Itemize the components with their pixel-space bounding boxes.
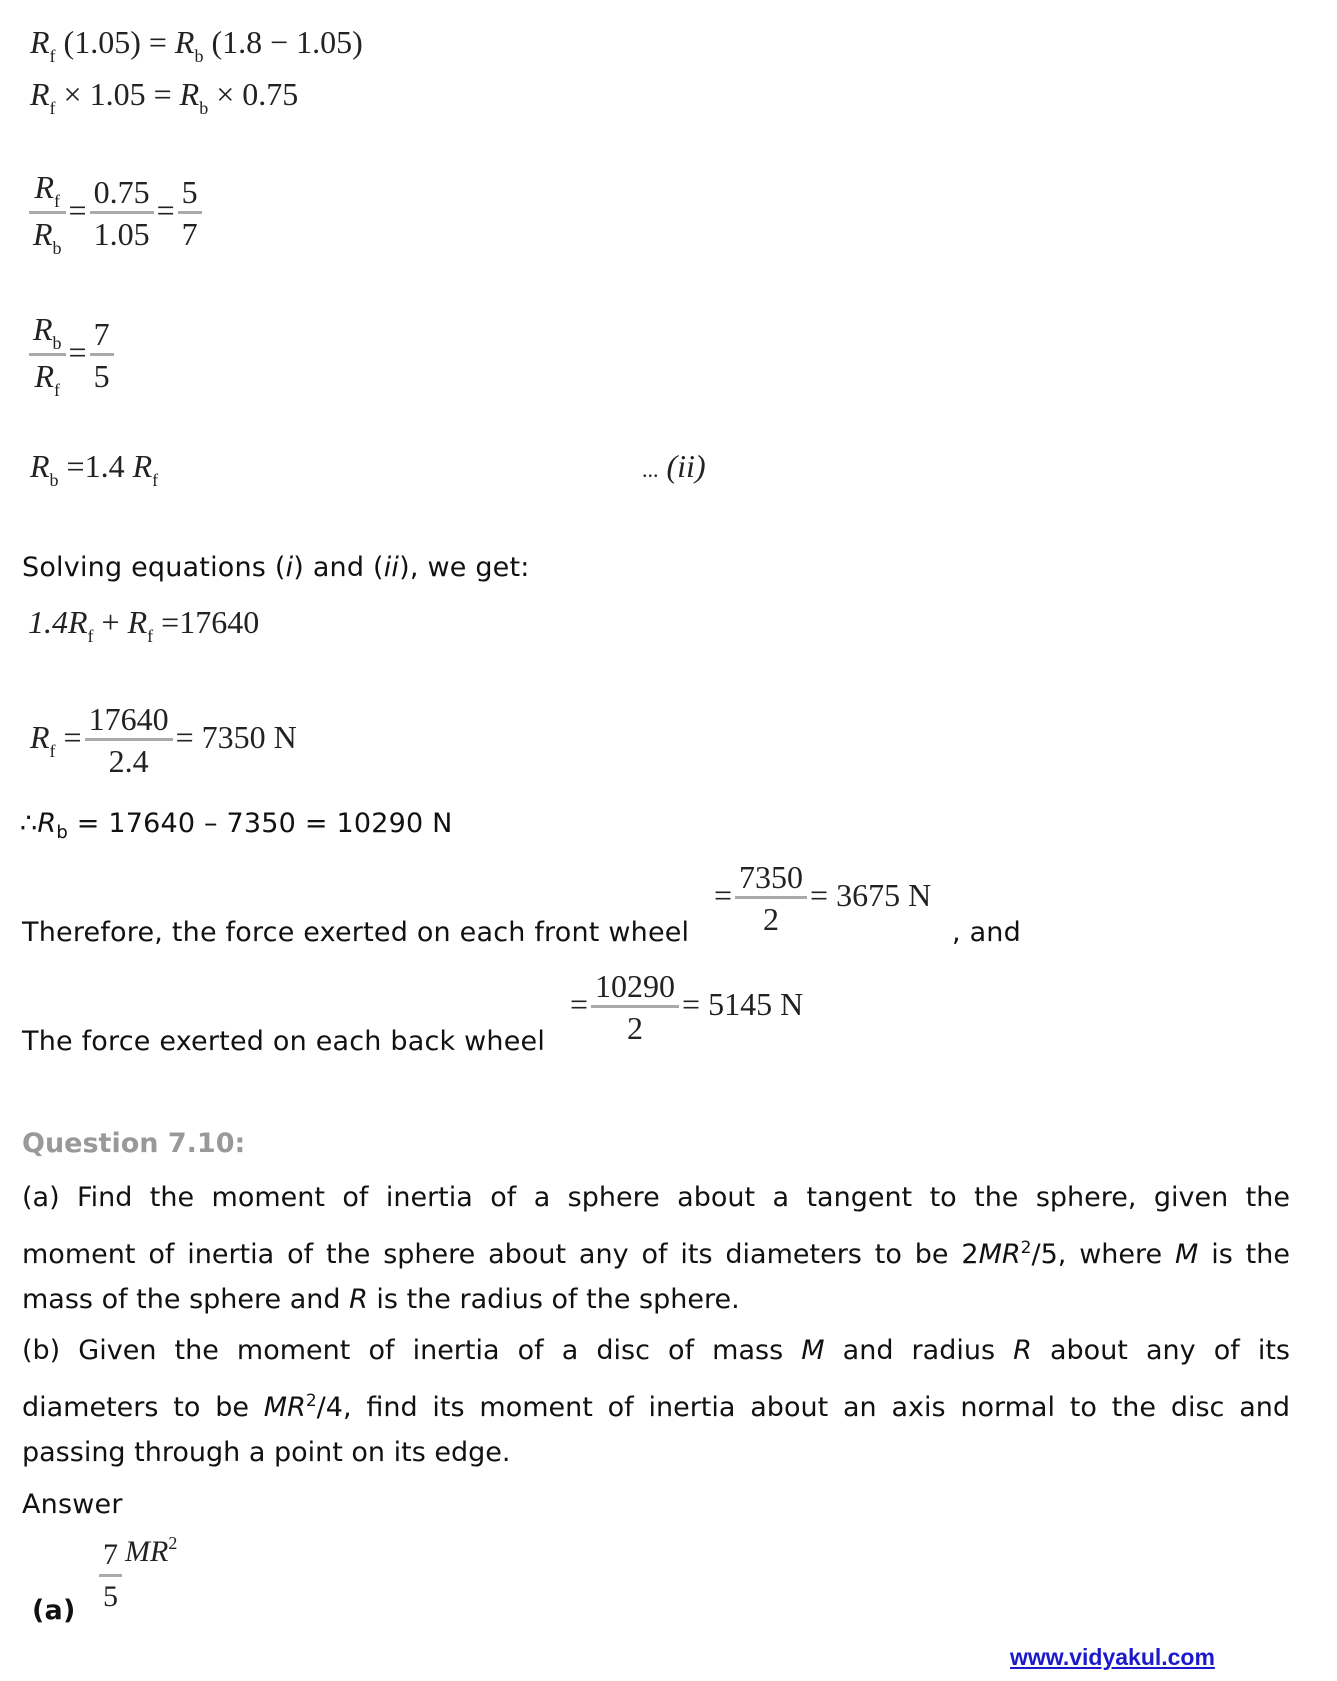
front-wheel-label: Therefore, the force exerted on each front wheel [22, 917, 690, 948]
front-wheel-tail: , and [952, 917, 1021, 948]
denominator: 1.05 [93, 216, 150, 252]
rest: =17640 [161, 604, 260, 640]
var-r: R [30, 718, 50, 755]
superscript: 2 [1020, 1238, 1032, 1258]
text-part: i [285, 552, 294, 583]
fraction [90, 315, 114, 396]
fraction [591, 967, 679, 1048]
numerator: 17640 [88, 701, 169, 737]
subscript: f [49, 98, 56, 118]
denominator: 2 [627, 1010, 644, 1046]
numerator: 7350 [739, 859, 804, 895]
text-part: /5, where [1031, 1239, 1176, 1270]
text-part: R [1013, 1335, 1032, 1366]
equation-ratio-rf-rb: $\frac{R_f}{R_b}$ = $\frac{0.75}{1.05}$ = $\frac{5}{7}$ [26, 168, 205, 259]
arg: (1.8 − 1.05) [211, 24, 363, 60]
text-part: ), we get: [399, 552, 530, 583]
text-part: R [349, 1284, 368, 1315]
back-wheel-label: The force exerted on each back wheel [22, 1026, 546, 1057]
text-part: ii [383, 552, 400, 583]
numerator: 5 [181, 174, 198, 210]
var-r: R [127, 604, 148, 640]
fraction [29, 310, 66, 401]
text-part: diameters to be [22, 1392, 264, 1423]
text-part: about any of its [1031, 1335, 1290, 1366]
answer-a-formula [96, 1533, 178, 1617]
equals: = [148, 24, 167, 60]
text-part: M [1175, 1239, 1199, 1270]
text-part: MR [978, 1239, 1021, 1270]
subscript: f [49, 46, 56, 66]
question-part-b-line3: passing through a point on its edge. [22, 1437, 511, 1468]
text-part: Solving equations ( [22, 552, 286, 583]
result: = 5145 N [682, 985, 804, 1022]
fraction [178, 173, 202, 254]
answer-a-label: (a) [32, 1595, 76, 1626]
solving-text [22, 552, 530, 583]
dots: ... [642, 457, 659, 482]
superscript: 2 [305, 1391, 317, 1411]
var-r: R [179, 76, 200, 112]
subscript: f [54, 380, 61, 400]
denominator: 7 [181, 216, 198, 252]
denominator: 2.4 [108, 743, 149, 779]
subscript: f [152, 470, 159, 490]
superscript: 2 [168, 1533, 178, 1554]
subscript: b [49, 470, 59, 490]
question-part-a-line2 [22, 1223, 1290, 1280]
subscript: f [87, 626, 94, 646]
equation-product [30, 76, 299, 118]
question-title: Question 7.10: [22, 1128, 246, 1159]
var-r: R [30, 76, 50, 112]
var-r: R [37, 808, 57, 839]
equation-sum [28, 604, 260, 646]
subscript: f [49, 740, 56, 761]
subscript: b [199, 98, 209, 118]
fraction [29, 168, 66, 259]
fraction [85, 700, 173, 781]
equation-moment-balance [30, 24, 363, 66]
text-part: /4, find its moment of inertia about an axis normal to the disc and [316, 1392, 1290, 1423]
denominator: 2 [763, 901, 780, 937]
var-r: R [30, 448, 50, 484]
equation-rb-eq [30, 448, 159, 490]
result: = 7350 N [175, 718, 297, 755]
question-part-a-line1: (a) Find the moment of inertia of a sphere about a tangent to the sphere, given the [22, 1182, 1290, 1213]
operator: × 0.75 [216, 76, 299, 112]
text-part: and radius [824, 1335, 1014, 1366]
subscript: b [52, 238, 62, 258]
vidyakul-link[interactable]: www.vidyakul.com [1010, 1644, 1215, 1670]
var-r: R [33, 311, 53, 347]
numerator: 0.75 [93, 174, 150, 210]
tag-label: (ii) [666, 448, 706, 484]
coefficient: =1.4 [66, 448, 125, 484]
result: = 3675 N [810, 876, 932, 913]
equation-tag-ii [642, 448, 706, 485]
var-r: R [30, 24, 50, 60]
numerator: 10290 [595, 968, 676, 1004]
subscript: f [147, 626, 154, 646]
equation-ratio-rb-rf: $\frac{R_b}{R_f}$ = $\frac{7}{5}$ [26, 310, 117, 401]
fraction [99, 1536, 122, 1617]
equation-rf-value: $R_f$ = $\frac{17640}{2.4}$ = 7350 N [30, 701, 297, 779]
arg: (1.05) [63, 24, 141, 60]
fraction [90, 173, 154, 254]
text-part: ) and ( [293, 552, 384, 583]
front-wheel-formula: = $\frac{7350}{2}$ = 3675 N [714, 859, 932, 937]
operator: × 1.05 = [63, 76, 172, 112]
var-r: R [34, 169, 55, 205]
text-part: is the [1198, 1239, 1290, 1270]
text-part: moment of inertia of the sphere about any of its diameters to be 2 [22, 1239, 979, 1270]
var-r: R [33, 216, 53, 252]
var-r: R [132, 448, 153, 484]
question-part-b-line1 [22, 1325, 1290, 1376]
answer-label: Answer [22, 1489, 123, 1520]
expression: MR [125, 1535, 169, 1569]
text-part: (b) Given the moment of inertia of a disc of mass [22, 1335, 802, 1366]
text-part: is the radius of the sphere. [367, 1284, 740, 1315]
denominator: 5 [103, 1580, 118, 1613]
subscript: b [194, 46, 204, 66]
text-part: MR [263, 1392, 306, 1423]
subscript: b [56, 822, 68, 843]
question-part-a-line3 [22, 1274, 1290, 1325]
var-r: R [174, 24, 195, 60]
denominator: 5 [93, 358, 110, 394]
text-part: mass of the sphere and [22, 1284, 350, 1315]
subscript: f [54, 191, 61, 211]
fraction [735, 858, 807, 939]
equation-rb-value [20, 808, 453, 843]
term: 1.4R [28, 604, 88, 640]
back-wheel-formula: = $\frac{10290}{2}$ = 5145 N [570, 968, 804, 1046]
therefore-symbol: ∴ [20, 808, 38, 839]
numerator: 7 [93, 316, 110, 352]
rest: = 17640 – 7350 = 10290 N [68, 808, 453, 839]
numerator: 7 [103, 1538, 118, 1571]
text-part: M [801, 1335, 825, 1366]
subscript: b [52, 333, 62, 353]
plus: + [101, 604, 120, 640]
var-r: R [34, 358, 55, 394]
question-part-b-line2 [22, 1376, 1290, 1433]
